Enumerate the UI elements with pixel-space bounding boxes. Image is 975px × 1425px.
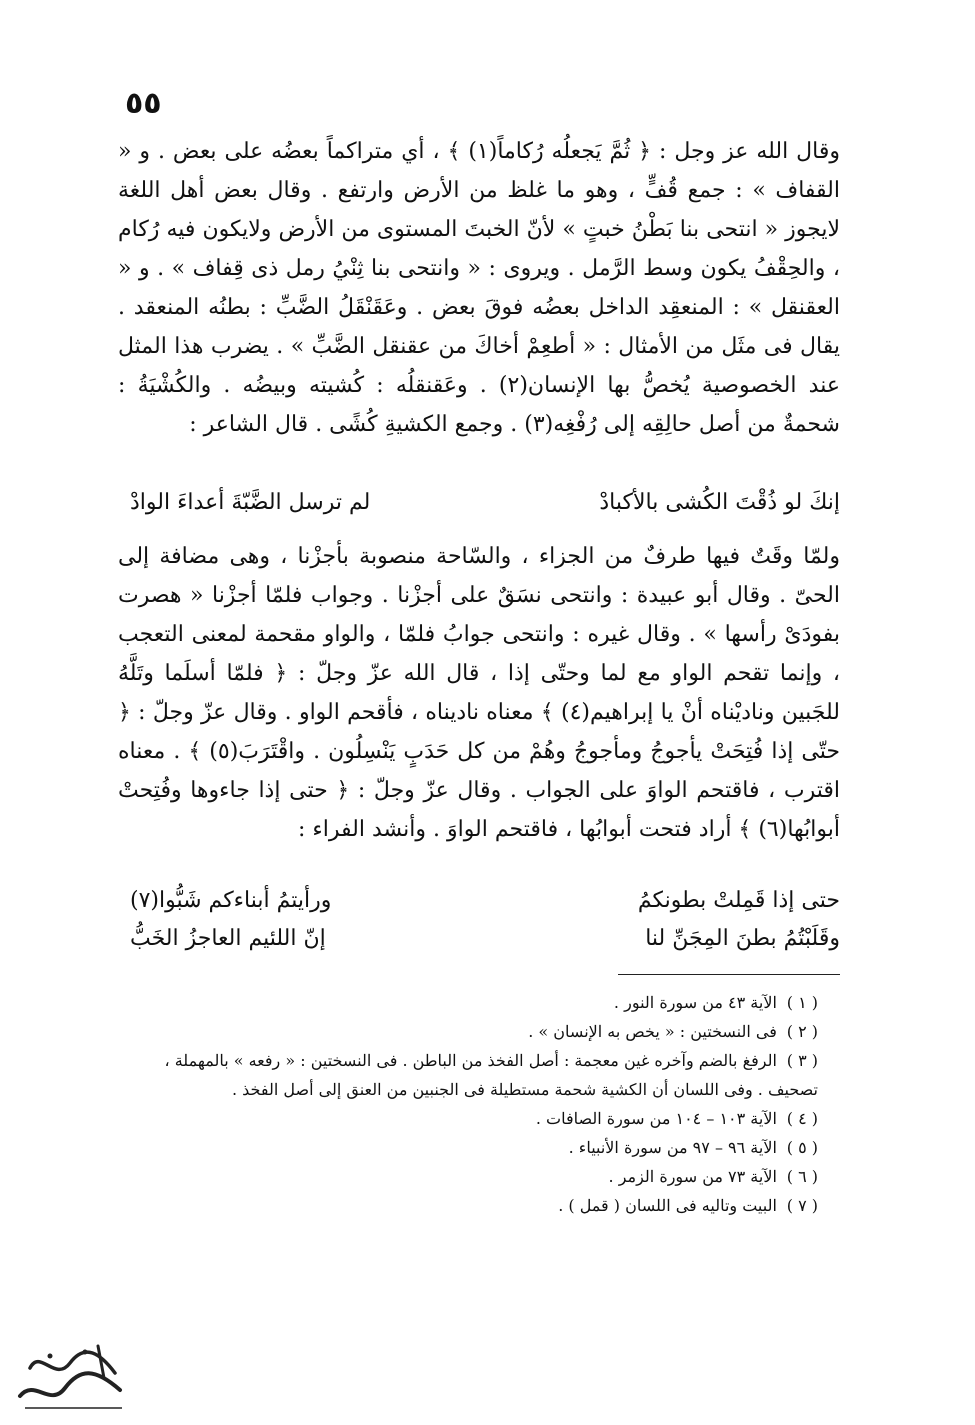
- verse-1-right-hemistich: إنكَ لو ذُقْتَ الكُشى بالأكبادْ: [599, 490, 840, 515]
- footnote-divider: [618, 974, 840, 975]
- footnote: [118, 988, 818, 1017]
- footnote-text: الآية ٤٣ من سورة النور .: [613, 993, 777, 1012]
- footnote-text: الآية ٩٦ – ٩٧ من سورة الأنبياء .: [568, 1138, 777, 1157]
- footnote-text: البيت وتاليه فى اللسان ( قمل ) .: [558, 1196, 777, 1215]
- footnote-text: الآية ١٠٣ – ١٠٤ من سورة الصافات .: [535, 1109, 777, 1128]
- footnote: [118, 1133, 818, 1162]
- main-paragraph-2: ولمّا وقَتٌ فيها طرفٌ من الجزاء ، والسّاحة منصوبة بأجزْنا ، وهى مضافة إلى الحىّ . وقال أبو عبيدة : وانتحى نسَقٌ على أجزْنا . وجواب فلمّا أجزْنا « هصرت بفودَىْ رأسها » . وقال غيره : وانتحى جوابُ فلمّا ، والواو مقحمة لمعنى التعجب ، وإنما تقحم الواو مع لما وحتّى إذا ، قال الله عزّ وجلّ : ﴿ فلمّا أسلَما وتَلَّهُ للجَبين وناديْناه أنْ يا إبراهيم(٤) ﴾ معناه ناديناه ، فأقحم الواو . وقال عزّ وجلّ : ﴿ حتّى إذا فُتِحَتْ يأجوجُ ومأجوجُ وهُمْ من كل حَدَبٍ يَنْسِلُون . واقْتَرَبَ(٥) ﴾ . معناه اقترب ، فاقتحم الواوَ على الجواب . وقال عزّ وجلّ : ﴿ حتى إذا جاءوها وفُتِحتْ أبوابُها(٦) ﴾ أراد فتحت أبوابُها ، فاقتحم الواوَ . وأنشد الفراء :: [118, 544, 840, 842]
- footnote-number: ( ٢ ): [786, 1022, 818, 1041]
- library-seal-icon: [10, 1338, 130, 1418]
- footnote-text: الرفغ بالضم وآخره غين معجمة : أصل الفخذ من الباطن . فى النسختين : « رفعه » بالمهملة ، تصحيف . وفى اللسان أن الكشية شحمة مستطيلة فى الجنبين من العنق إلى أصل الفخذ .: [164, 1051, 818, 1099]
- footnote: [118, 1191, 818, 1220]
- footnote: [118, 1162, 818, 1191]
- verse-2-line-2-left: إنّ اللئيم العاجزُ الخَبُّ: [130, 926, 326, 951]
- footnote: [118, 1104, 818, 1133]
- verse-1-line: [130, 490, 840, 530]
- footnotes: [118, 988, 818, 1220]
- verse-1: [130, 490, 840, 530]
- footnote-number: ( ٧ ): [786, 1196, 818, 1215]
- footnote: [118, 1046, 818, 1104]
- verse-2: [130, 888, 840, 964]
- footnote-number: ( ٦ ): [786, 1167, 818, 1186]
- verse-2-line-2: [130, 926, 840, 964]
- footnote-number: ( ٣ ): [786, 1051, 818, 1070]
- verse-2-line-1-left: ورأيتمُ أبناءكم شَبُّوا(٧): [130, 888, 332, 913]
- footnote-number: ( ٤ ): [786, 1109, 818, 1128]
- page-number: ٥٥: [125, 86, 162, 121]
- footnote-number: ( ٥ ): [786, 1138, 818, 1157]
- footnote-text: الآية ٧٣ من سورة الزمر .: [608, 1167, 777, 1186]
- footnote-number: ( ١ ): [786, 993, 818, 1012]
- footnote: [118, 1017, 818, 1046]
- verse-2-line-2-right: وقَلَبْتُمُ بطنَ المِجَنِّ لنا: [645, 926, 840, 951]
- verse-2-line-1: [130, 888, 840, 926]
- verse-1-left-hemistich: لم ترسل الضَّبّةَ أعداءَ الوادْ: [130, 490, 371, 515]
- main-paragraph-1: وقال الله عز وجل : ﴿ ثُمَّ يَجعلُه رُكاماً(١) ﴾ ، أي متراكماً بعضُه على بعض . و « القفاف » : جمع قُفٍّ ، وهو ما غلظ من الأرض وارتفع . وقال بعض أهل اللغة لايجوز « انتحى بنا بَطْنُ خبتٍ » لأنّ الخبتَ المستوى من الأرض ولايكون فيه رُكام ، والحِقْفُ يكون وسط الرَّمل . ويروى : « وانتحى بنا ثِنْيُ رمل ذى قِفاف » . و « العقنقل » : المنعقِد الداخل بعضُه فوقَ بعض . وعَقَنْقَلُ الضَّبِّ : بطنُه المنعقد . يقال فى مثَل من الأمثال : « أطعِمْ أخاكَ من عقنقل الضَّبِّ » . يضرب هذا المثل عند الخصوصية يُخصُّ بها الإنسان(٢) . وعَقنقلُه : كُشيته وبيضُه . والكُشْيَةُ : شحمةٌ من أصل حالِقِه إلى رُفْغِه(٣) . وجمع الكشيةِ كُشًى . قال الشاعر :: [118, 139, 840, 437]
- footnote-text: فى النسختين : « يخص به الإنسان » .: [528, 1022, 777, 1041]
- verse-2-line-1-right: حتى إذا قَمِلتْ بطونكمُ: [637, 888, 840, 913]
